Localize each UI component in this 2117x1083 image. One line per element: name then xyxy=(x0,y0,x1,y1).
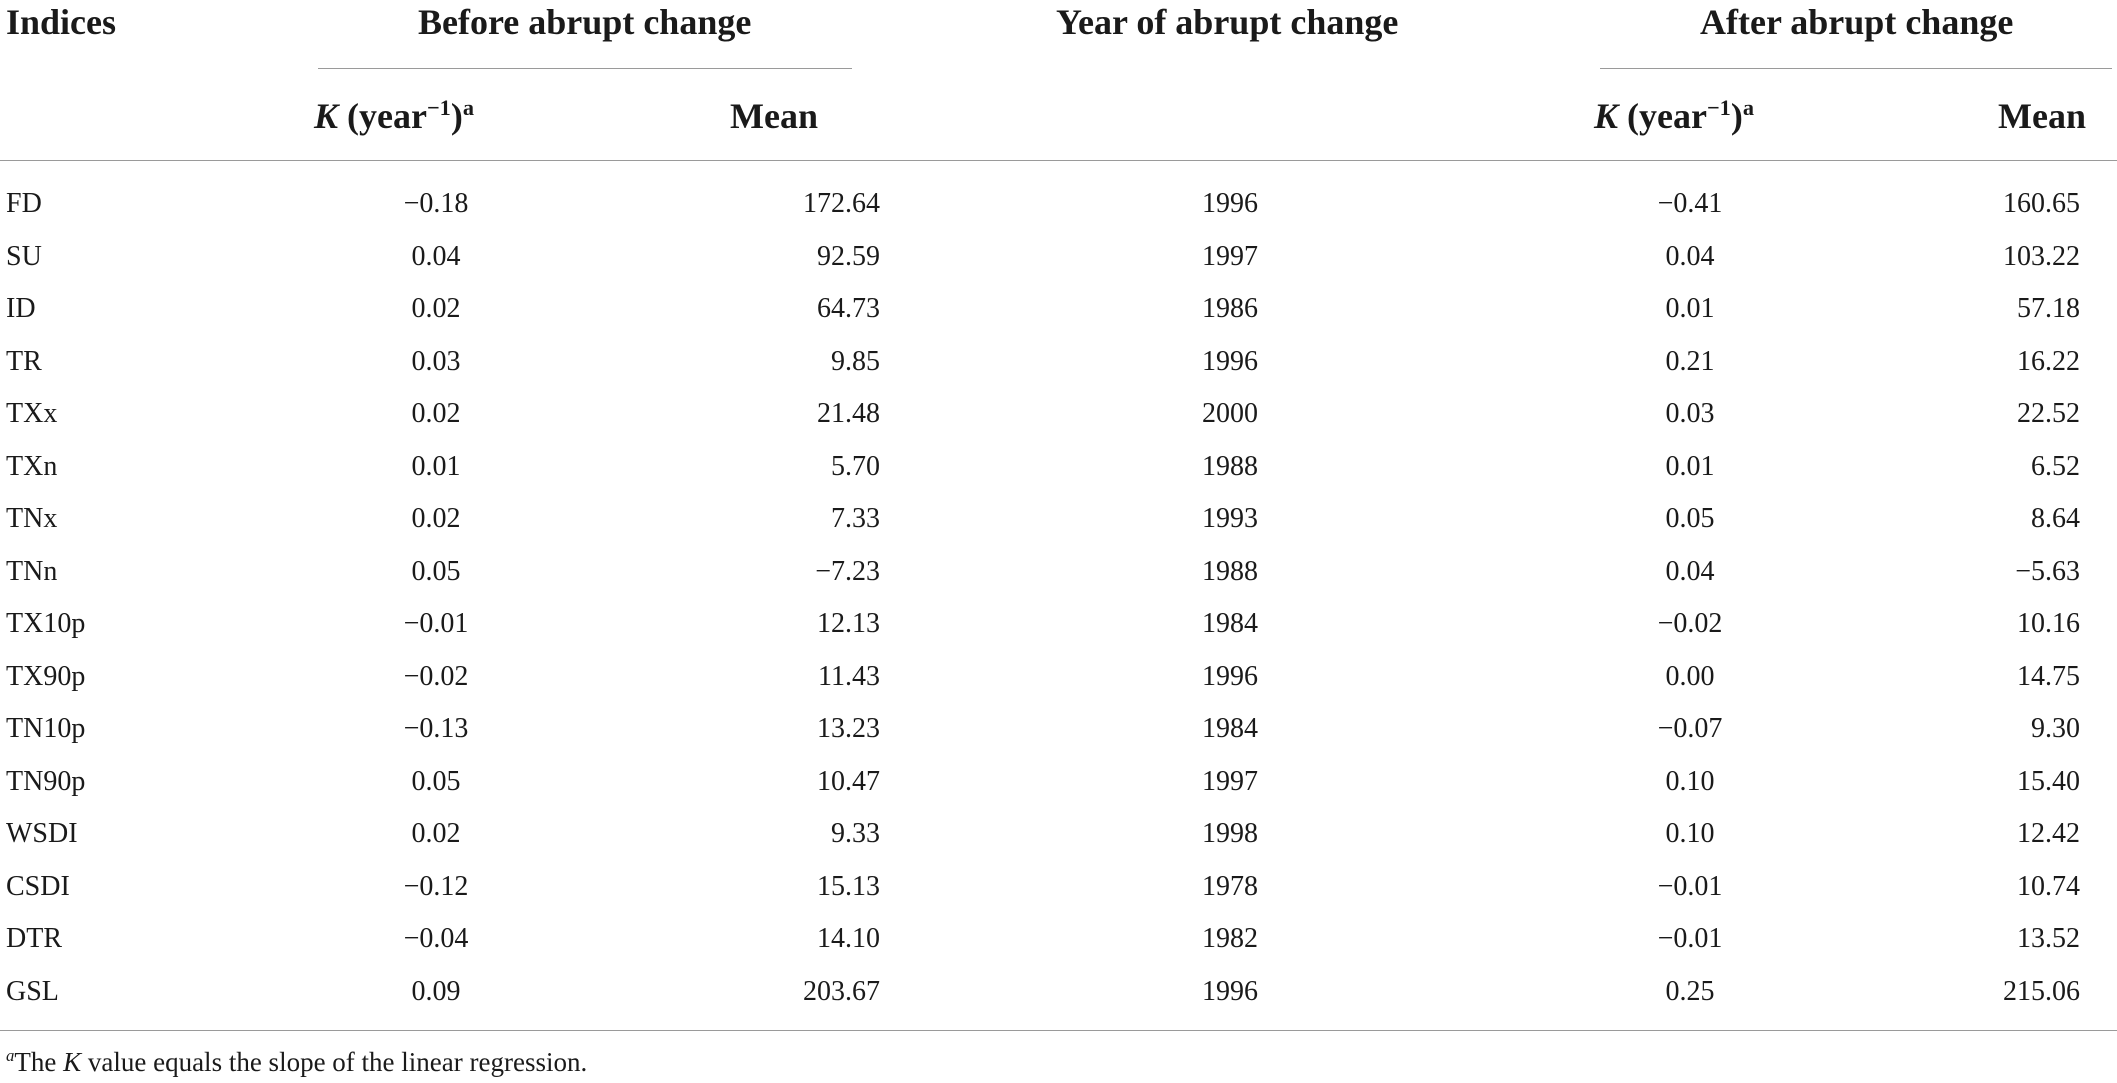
k-before-cell: 0.01 xyxy=(411,450,461,482)
mean-after-cell: 14.75 xyxy=(2017,660,2080,692)
table-row xyxy=(0,861,2117,913)
index-cell: WSDI xyxy=(6,818,78,849)
index-cell: CSDI xyxy=(6,870,70,902)
year-cell: 1996 xyxy=(1202,660,1258,692)
year-cell: 1997 xyxy=(1202,240,1258,272)
table-row xyxy=(0,493,2117,545)
table-row xyxy=(0,231,2117,283)
k-after-cell: 0.10 xyxy=(1665,818,1715,849)
k-after-cell: 0.01 xyxy=(1665,450,1715,482)
k-after-cell: −0.02 xyxy=(1657,608,1723,639)
k-before-cell: 0.02 xyxy=(411,398,461,429)
k-symbol: K xyxy=(314,96,339,136)
k-before-cell: 0.03 xyxy=(411,345,461,377)
k-symbol: K xyxy=(1594,96,1619,136)
index-cell: TXx xyxy=(6,398,58,429)
header-year-of-abrupt-change: Year of abrupt change xyxy=(1056,2,1399,42)
subheader-k-after: K (year$^{-1}$)$^a$ xyxy=(1594,95,1754,136)
index-cell: TN10p xyxy=(6,713,86,744)
k-after-cell: −0.01 xyxy=(1657,870,1723,902)
table-row xyxy=(0,913,2117,965)
year-cell: 2000 xyxy=(1202,398,1258,429)
k-after-cell: 0.05 xyxy=(1665,503,1715,534)
index-cell: GSL xyxy=(6,975,59,1007)
index-cell: TN90p xyxy=(6,765,86,797)
k-after-cell: −0.41 xyxy=(1657,188,1723,219)
year-cell: 1998 xyxy=(1202,818,1258,849)
table-row xyxy=(0,336,2117,388)
table-row xyxy=(0,808,2117,860)
index-cell: TNn xyxy=(6,555,58,587)
k-after-cell: 0.01 xyxy=(1665,293,1715,324)
index-cell: TX10p xyxy=(6,608,86,639)
k-after-cell: 0.00 xyxy=(1665,660,1715,692)
mean-after-cell: 22.52 xyxy=(2017,398,2080,429)
k-after-cell: 0.10 xyxy=(1665,765,1715,797)
index-cell: SU xyxy=(6,240,42,272)
mean-before-cell: 7.33 xyxy=(831,503,880,534)
k-before-cell: −0.01 xyxy=(403,608,469,639)
index-cell: TR xyxy=(6,345,42,377)
year-cell: 1996 xyxy=(1202,345,1258,377)
header-indices: Indices xyxy=(6,2,117,42)
mean-before-cell: 14.10 xyxy=(817,923,880,954)
table-row xyxy=(0,178,2117,230)
mean-after-cell: 6.52 xyxy=(2031,450,2080,482)
mean-after-cell: 160.65 xyxy=(2003,188,2080,219)
table-row xyxy=(0,441,2117,493)
table-bottom-rule xyxy=(0,1030,2117,1031)
k-symbol: K xyxy=(63,1047,82,1077)
mean-after-cell: 57.18 xyxy=(2017,293,2080,324)
year-cell: 1982 xyxy=(1202,923,1258,954)
mean-before-cell: 92.59 xyxy=(817,240,880,272)
mean-after-cell: −5.63 xyxy=(2015,555,2080,587)
mean-before-cell: 9.33 xyxy=(831,818,880,849)
mean-before-cell: 64.73 xyxy=(817,293,880,324)
index-cell: FD xyxy=(6,188,42,219)
k-after-cell: 0.25 xyxy=(1665,975,1715,1007)
index-cell: TNx xyxy=(6,503,58,534)
mean-before-cell: 11.43 xyxy=(818,660,880,692)
year-cell: 1997 xyxy=(1202,765,1258,797)
k-after-cell: 0.04 xyxy=(1665,240,1715,272)
k-before-cell: 0.05 xyxy=(411,765,461,797)
table-row xyxy=(0,651,2117,703)
index-cell: ID xyxy=(6,293,36,324)
k-before-cell: 0.04 xyxy=(411,240,461,272)
mean-after-cell: 8.64 xyxy=(2031,503,2080,534)
mean-after-cell: 9.30 xyxy=(2031,713,2080,744)
year-cell: 1993 xyxy=(1202,503,1258,534)
footnote-marker: a xyxy=(6,1046,15,1065)
k-before-cell: −0.02 xyxy=(403,660,469,692)
mean-before-cell: 172.64 xyxy=(803,188,880,219)
mean-before-cell: 5.70 xyxy=(831,450,880,482)
mean-after-cell: 16.22 xyxy=(2017,345,2080,377)
mean-before-cell: 10.47 xyxy=(817,765,880,797)
mean-after-cell: 13.52 xyxy=(2017,923,2080,954)
mean-after-cell: 10.16 xyxy=(2017,608,2080,639)
k-before-cell: 0.02 xyxy=(411,818,461,849)
after-group-rule xyxy=(1600,68,2112,69)
k-after-cell: 0.21 xyxy=(1665,345,1715,377)
footnote-marker: a xyxy=(462,95,474,120)
k-before-cell: 0.09 xyxy=(411,975,461,1007)
year-cell: 1988 xyxy=(1202,450,1258,482)
mean-before-cell: 12.13 xyxy=(817,608,880,639)
mean-before-cell: 203.67 xyxy=(803,975,880,1007)
k-before-cell: −0.13 xyxy=(403,713,469,744)
table-footnote: $^a$The K value equals the slope of the linear regression. xyxy=(6,1046,588,1077)
year-cell: 1996 xyxy=(1202,975,1258,1007)
index-cell: DTR xyxy=(6,923,62,954)
k-before-cell: −0.18 xyxy=(403,188,469,219)
header-after-abrupt-change: After abrupt change xyxy=(1700,2,2014,42)
header-rule xyxy=(0,160,2117,161)
table-row xyxy=(0,703,2117,755)
year-cell: 1988 xyxy=(1202,555,1258,587)
mean-before-cell: 9.85 xyxy=(831,345,880,377)
mean-after-cell: 215.06 xyxy=(2003,975,2080,1007)
k-after-cell: −0.01 xyxy=(1657,923,1723,954)
mean-before-cell: 13.23 xyxy=(817,713,880,744)
k-before-cell: 0.02 xyxy=(411,293,461,324)
year-cell: 1984 xyxy=(1202,608,1258,639)
table-row xyxy=(0,546,2117,598)
table-row xyxy=(0,283,2117,335)
k-after-cell: 0.03 xyxy=(1665,398,1715,429)
k-before-cell: 0.02 xyxy=(411,503,461,534)
mean-after-cell: 15.40 xyxy=(2017,765,2080,797)
mean-before-cell: 15.13 xyxy=(817,870,880,902)
mean-after-cell: 103.22 xyxy=(2003,240,2080,272)
k-before-cell: −0.04 xyxy=(403,923,469,954)
table-row xyxy=(0,598,2117,650)
k-after-cell: −0.07 xyxy=(1657,713,1723,744)
index-cell: TX90p xyxy=(6,660,86,692)
table-row xyxy=(0,966,2117,1018)
subheader-mean-before: Mean xyxy=(730,96,818,136)
header-before-abrupt-change: Before abrupt change xyxy=(418,2,752,42)
index-cell: TXn xyxy=(6,450,58,482)
k-before-cell: −0.12 xyxy=(403,870,469,902)
k-after-cell: 0.04 xyxy=(1665,555,1715,587)
subheader-k-before: K (year$^{-1}$)$^a$ xyxy=(314,95,474,136)
year-cell: 1978 xyxy=(1202,870,1258,902)
mean-before-cell: −7.23 xyxy=(815,555,880,587)
table-row xyxy=(0,388,2117,440)
mean-after-cell: 12.42 xyxy=(2017,818,2080,849)
table-row xyxy=(0,756,2117,808)
year-cell: 1986 xyxy=(1202,293,1258,324)
before-group-rule xyxy=(318,68,852,69)
subheader-mean-after: Mean xyxy=(1998,96,2086,136)
footnote-marker: a xyxy=(1742,95,1754,120)
mean-after-cell: 10.74 xyxy=(2017,870,2080,902)
mean-before-cell: 21.48 xyxy=(817,398,880,429)
k-before-cell: 0.05 xyxy=(411,555,461,587)
year-cell: 1996 xyxy=(1202,188,1258,219)
year-cell: 1984 xyxy=(1202,713,1258,744)
